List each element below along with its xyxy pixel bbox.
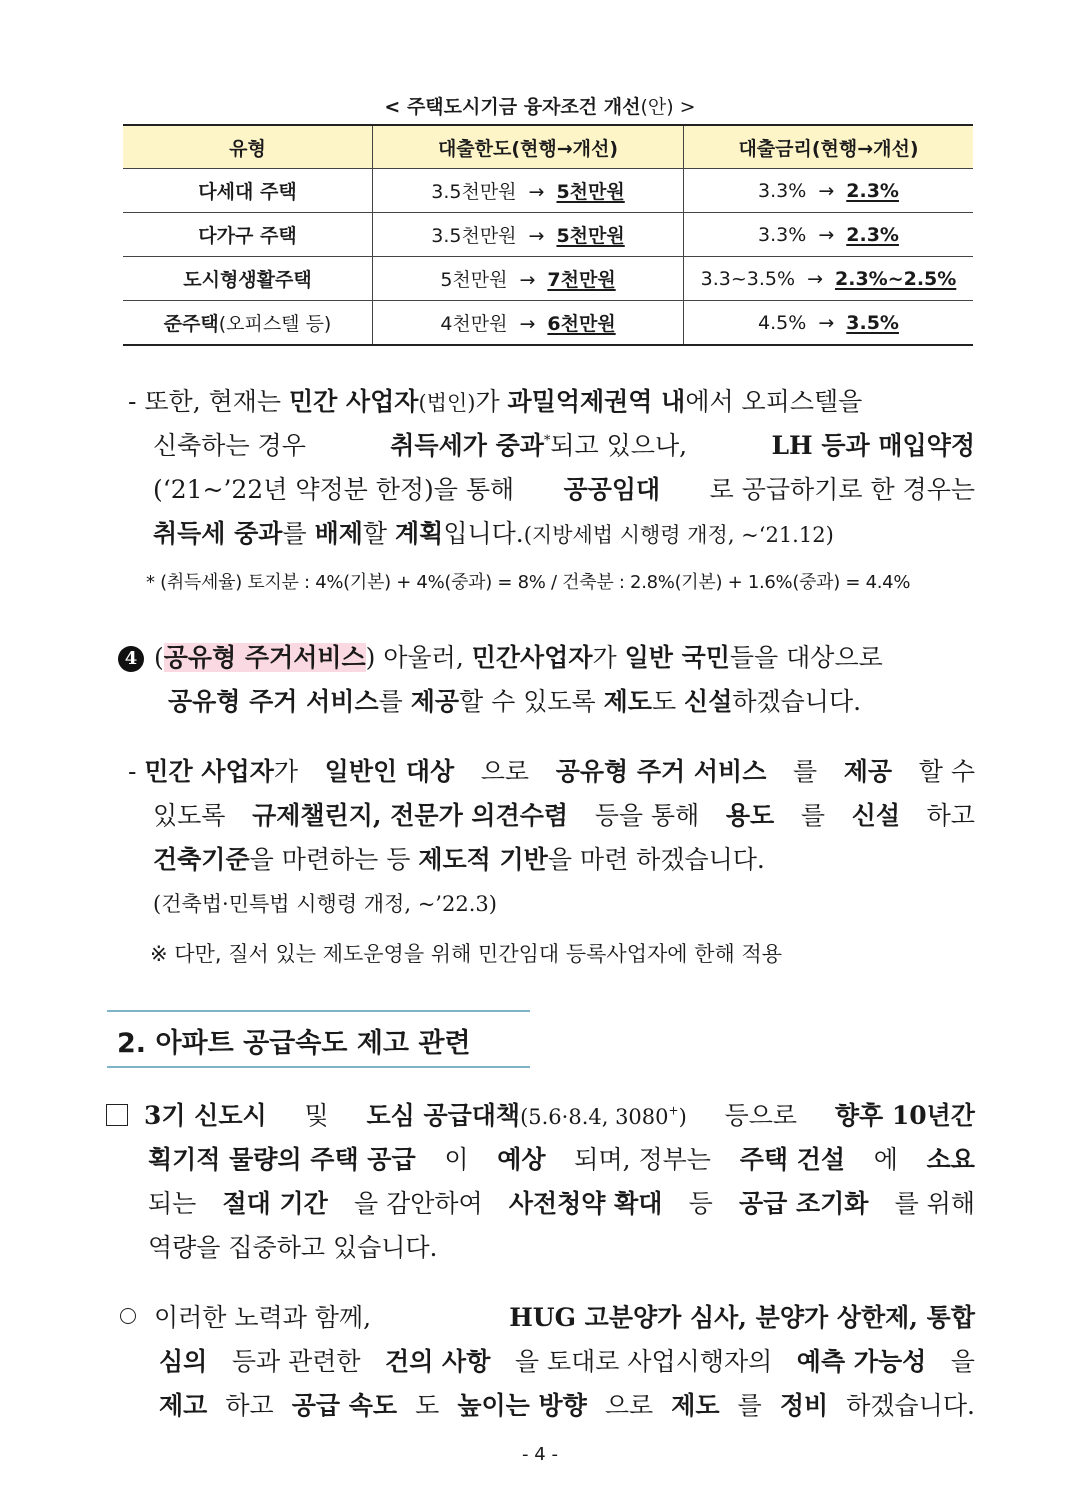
text-line: (‘21~’22년 약정분 한정)을 통해 공공임대 로 공급하기로 한 경우는 bbox=[153, 475, 975, 504]
number-4-icon: 4 bbox=[118, 646, 144, 672]
text-line: 이러한 노력과 함께, HUG 고분양가 심사, 분양가 상한제, 통합 bbox=[120, 1298, 975, 1334]
col-header-rate: 대출금리(현행→개선) bbox=[684, 125, 974, 169]
footnote-tax-rates: * (취득세율) 토지분 : 4%(기본) + 4%(중과) = 8% / 건축분 : 2.8%(기본) + 1.6%(중과) = 4.4% bbox=[146, 572, 911, 593]
section-heading: 2. 아파트 공급속도 제고 관련 bbox=[117, 1028, 471, 1059]
cell-interest-rate: 3.3~3.5% → 2.3%~2.5% bbox=[684, 257, 974, 301]
text-line: 공유형 주거 서비스를 제공할 수 있도록 제도도 신설하겠습니다. bbox=[168, 687, 862, 716]
text-line: 있도록 규제챌린지, 전문가 의견수렴 등을 통해 용도 를 신설 하고 bbox=[153, 801, 975, 830]
table-caption: < 주택도시기금 융자조건 개선(안) > bbox=[384, 96, 696, 118]
text-line: - 또한, 현재는 민간 사업자(법인)가 과밀억제권역 내에서 오피스텔을 bbox=[128, 387, 863, 416]
col-header-type: 유형 bbox=[123, 125, 373, 169]
table-row bbox=[123, 257, 973, 301]
cell-interest-rate: 3.3% → 2.3% bbox=[684, 213, 974, 257]
col-header-limit: 대출한도(현행→개선) bbox=[373, 125, 684, 169]
text-line: (건축법·민특법 시행령 개정, ~’22.3) bbox=[153, 892, 497, 916]
cell-type: 다세대 주택 bbox=[123, 169, 373, 213]
cell-type: 도시형생활주택 bbox=[123, 257, 373, 301]
table-row bbox=[123, 301, 973, 346]
text-line: 3기 신도시 및 도심 공급대책(5.6·8.4, 3080+) 등으로 향후 10년간 bbox=[106, 1096, 975, 1132]
table-row bbox=[123, 169, 973, 213]
checkbox-bullet-icon bbox=[106, 1104, 128, 1126]
text-line: 역량을 집중하고 있습니다. bbox=[148, 1233, 438, 1262]
cell-loan-limit: 3.5천만원 → 5천만원 bbox=[373, 213, 684, 257]
table-header-row bbox=[123, 125, 973, 169]
text-line: 4 (공유형 주거서비스) 아울러, 민간사업자가 일반 국민들을 대상으로 bbox=[118, 638, 883, 674]
circle-bullet-icon bbox=[120, 1308, 136, 1324]
table-row bbox=[123, 213, 973, 257]
cell-type: 준주택(오피스텔 등) bbox=[123, 301, 373, 346]
text-line: 획기적 물량의 주택 공급 이 예상 되며, 정부는 주택 건설 에 소요 bbox=[148, 1145, 975, 1174]
cell-loan-limit: 4천만원 → 6천만원 bbox=[373, 301, 684, 346]
cell-type: 다가구 주택 bbox=[123, 213, 373, 257]
cell-loan-limit: 3.5천만원 → 5천만원 bbox=[373, 169, 684, 213]
cell-loan-limit: 5천만원 → 7천만원 bbox=[373, 257, 684, 301]
text-line: 건축기준을 마련하는 등 제도적 기반을 마련 하겠습니다. bbox=[153, 845, 765, 874]
text-line: 심의 등과 관련한 건의 사항 을 토대로 사업시행자의 예측 가능성 을 bbox=[159, 1347, 975, 1376]
page-number: - 4 - bbox=[522, 1444, 558, 1465]
note-text: ※ 다만, 질서 있는 제도운영을 위해 민간임대 등록사업자에 한해 적용 bbox=[150, 942, 783, 966]
text-line: 취득세 중과를 배제할 계획입니다.(지방세법 시행령 개정, ~‘21.12) bbox=[153, 519, 834, 548]
text-line: 되는 절대 기간 을 감안하여 사전청약 확대 등 공급 조기화 를 위해 bbox=[148, 1189, 975, 1218]
text-line: - 민간 사업자가 일반인 대상 으로 공유형 주거 서비스 를 제공 할 수 bbox=[128, 757, 975, 786]
text-line: 신축하는 경우 취득세가 중과*되고 있으나, LH 등과 매입약정 bbox=[153, 431, 975, 460]
text-line: 제고 하고 공급 속도 도 높이는 방향 으로 제도 를 정비 하겠습니다. bbox=[159, 1391, 975, 1420]
cell-interest-rate: 4.5% → 3.5% bbox=[684, 301, 974, 346]
loan-conditions-table bbox=[123, 124, 973, 346]
cell-interest-rate: 3.3% → 2.3% bbox=[684, 169, 974, 213]
